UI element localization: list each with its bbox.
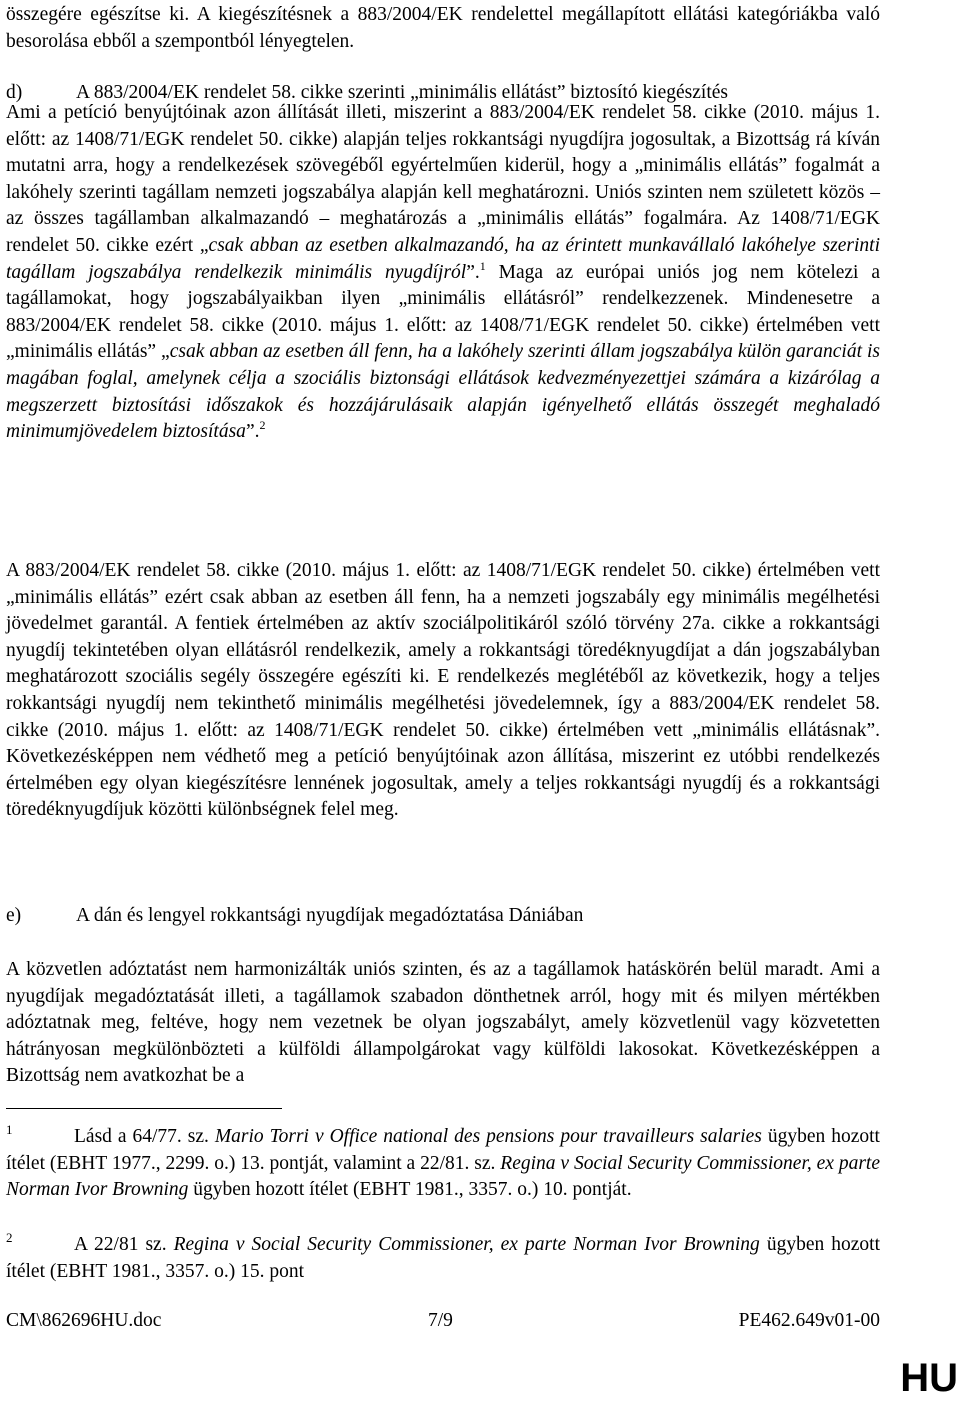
footnote-text: A 22/81 sz. (74, 1234, 174, 1255)
footnote-separator (6, 1108, 282, 1109)
case-name-italic: Mario Torri v Office national des pensions pour travailleurs salaries (214, 1126, 762, 1147)
section-label-e: e) (6, 905, 22, 926)
page-footer (6, 1308, 880, 1334)
footnote-1: 1 Lásd a 64/77. sz. Mario Torri v Office national des pensions pour travailleurs salaries ügyben hozott ítélet (EBHT 1977., 2299. o.) 13. pontját, valamint a 22/81. sz. Regina v Social Security Commissioner, ex parte Norman Ivor Browning ügyben hozott ítélet (EBHT 1981., 3357. o.) 10. pontját. (6, 1122, 881, 1201)
section-title-e: A dán és lengyel rokkantsági nyugdíjak megadóztatása Dániában (76, 905, 584, 926)
footer-pe-reference: PE462.649v01-00 (738, 1310, 880, 1331)
footnote-text: ügyben hozott ítélet (EBHT 1977., 2299. o.) 13. pontját, valamint a 22/81. sz. (6, 1126, 880, 1174)
quote-italic: csak abban az esetben alkalmazandó, ha az érintett munkavállaló lakóhelye szerinti tagállam jogszabálya rendelkezik minimális nyugdíjról (6, 234, 880, 283)
footnote-text: ügyben hozott ítélet (EBHT 1981., 3357. o.) 15. pont (6, 1234, 880, 1282)
case-name-italic: Regina v Social Security Commissioner, ex parte Norman Ivor Browning (173, 1234, 760, 1255)
footnote-text: ügyben hozott ítélet (EBHT 1981., 3357. o.) 10. pontját. (188, 1179, 632, 1201)
language-code: HU (900, 1356, 958, 1400)
paragraph-conclusion (6, 558, 880, 824)
paragraph-taxation (6, 957, 880, 1090)
paragraph-minimum-benefit (6, 100, 880, 446)
section-heading-e (6, 903, 880, 930)
paragraph-intro (6, 2, 880, 55)
footnote-ref-2[interactable]: 2 (259, 418, 266, 433)
paragraph-text: ”. (245, 421, 260, 443)
case-name-italic: Regina v Social Security Commissioner, ex parte Norman Ivor Browning (6, 1152, 881, 1201)
section-title-d: A 883/2004/EK rendelet 58. cikke szerinti „minimális ellátást” biztosító kiegészítés (76, 82, 729, 103)
footnote-ref-1[interactable]: 1 (479, 258, 486, 273)
paragraph-conclusion-text: A 883/2004/EK rendelet 58. cikke (2010. május 1. előtt: az 1408/71/EGK rendelet 50. cikke) értelmében vett „minimális ellátás” ezért csak abban az esetben áll fenn, ha a nemzeti jogszabály egy minimális megélhetési jövedelmet garantál. A fentiek értelmében az aktív szociálpolitikáról szóló törvény 27a. cikke a rokkantsági nyugdíj tekintetében olyan ellátásról rendelkezik, amely a rokkantsági töredéknyugdíjat a dán jogszabályban meghatározott szociális segély összegére egészíti ki. E rendelkezés meglétéből az következik, hogy a teljes rokkantsági nyugdíj nem tekinthető minimális megélhetési jövedelemnek, így a 883/2004/EK rendelet 58. cikke (2010. május 1. előtt: az 1408/71/EGK rendelet 50. cikke) értelmében vett „minimális ellátásnak”. Következésképpen nem védhető meg a petíció benyújtóinak azon állítása, miszerint ez utóbbi rendelkezés értelmében egy olyan kiegészítésre lennének jogosultak, amely a teljes rokkantsági nyugdíj és a rokkantsági töredéknyugdíjuk közötti különbségnek felel meg. (6, 560, 880, 821)
section-label-d: d) (6, 82, 23, 103)
quote-italic: csak abban az esetben áll fenn, ha a lakóhely szerinti állam jogszabálya külön garanciát is magában foglal, amelynek célja a szociális biztonsági ellátások kedvezményezettjei számára a kizárólag a megszerzett biztosítási időszakok és hozzájárulásaik alapján igényelhető ellátás összegét meghaladó minimumjövedelem biztosítása (6, 341, 880, 443)
paragraph-text: Maga az európai uniós jog nem kötelezi a tagállamokat, hogy jogszabályaikban ilyen „minimális ellátásról” rendelkezzenek. Mindenesetre a 883/2004/EK rendelet 58. cikke (2010. május 1. előtt: az 1408/71/EGK rendelet 50. cikke) értelmében vett „minimális ellátás” „ (6, 261, 880, 363)
footer-page-number: 7/9 (428, 1310, 453, 1331)
footnote-2: 2 A 22/81 sz. Regina v Social Security Commissioner, ex parte Norman Ivor Browning ügyben hozott ítélet (EBHT 1981., 3357. o.) 15. pont (6, 1230, 880, 1282)
paragraph-text: ”. (466, 261, 480, 283)
footnote-text: Lásd a 64/77. sz. (74, 1126, 215, 1147)
paragraph-text: Ami a petíció benyújtóinak azon állítását illeti, miszerint a 883/2004/EK rendelet 58. cikke (2010. május 1. előtt: az 1408/71/EGK rendelet 50. cikke) alapján teljes rokkantsági nyugdíjra jogosultak, a Bizottság rá kíván mutatni arra, hogy a rendelkezések szövegéből egyértelműen kiderül, hogy a „minimális ellátás” fogalmát a lakóhely szerinti tagállam nemzeti jogszabálya alapján kell meghatározni. Uniós szinten nem született közös – az összes tagállamban alkalmazandó – meghatározás a „minimális ellátás” fogalmára. Az 1408/71/EGK rendelet 50. cikke ezért „ (6, 102, 880, 256)
footer-doc-reference: CM\862696HU.doc (6, 1310, 162, 1331)
paragraph-intro-text: összegére egészítse ki. A kiegészítésnek a 883/2004/EK rendelettel megállapított ellátási kategóriákba való besorolása ebből a szempontból lényegtelen. (6, 4, 880, 52)
paragraph-taxation-text: A közvetlen adóztatást nem harmonizálták uniós szinten, és az a tagállamok hatáskörén belül maradt. Ami a nyugdíjak megadóztatását illeti, a tagállamok szabadon dönthetnek arról, hogy mit és milyen mértékben adóztatnak meg, feltéve, hogy nem vezetnek be olyan jogszabályt, amely közvetlenül vagy közvetetten hátrányosan megkülönbözteti a külföldi állampolgárokat vagy külföldi lakosokat. Következésképpen a Bizottság nem avatkozhat be a (6, 959, 880, 1087)
